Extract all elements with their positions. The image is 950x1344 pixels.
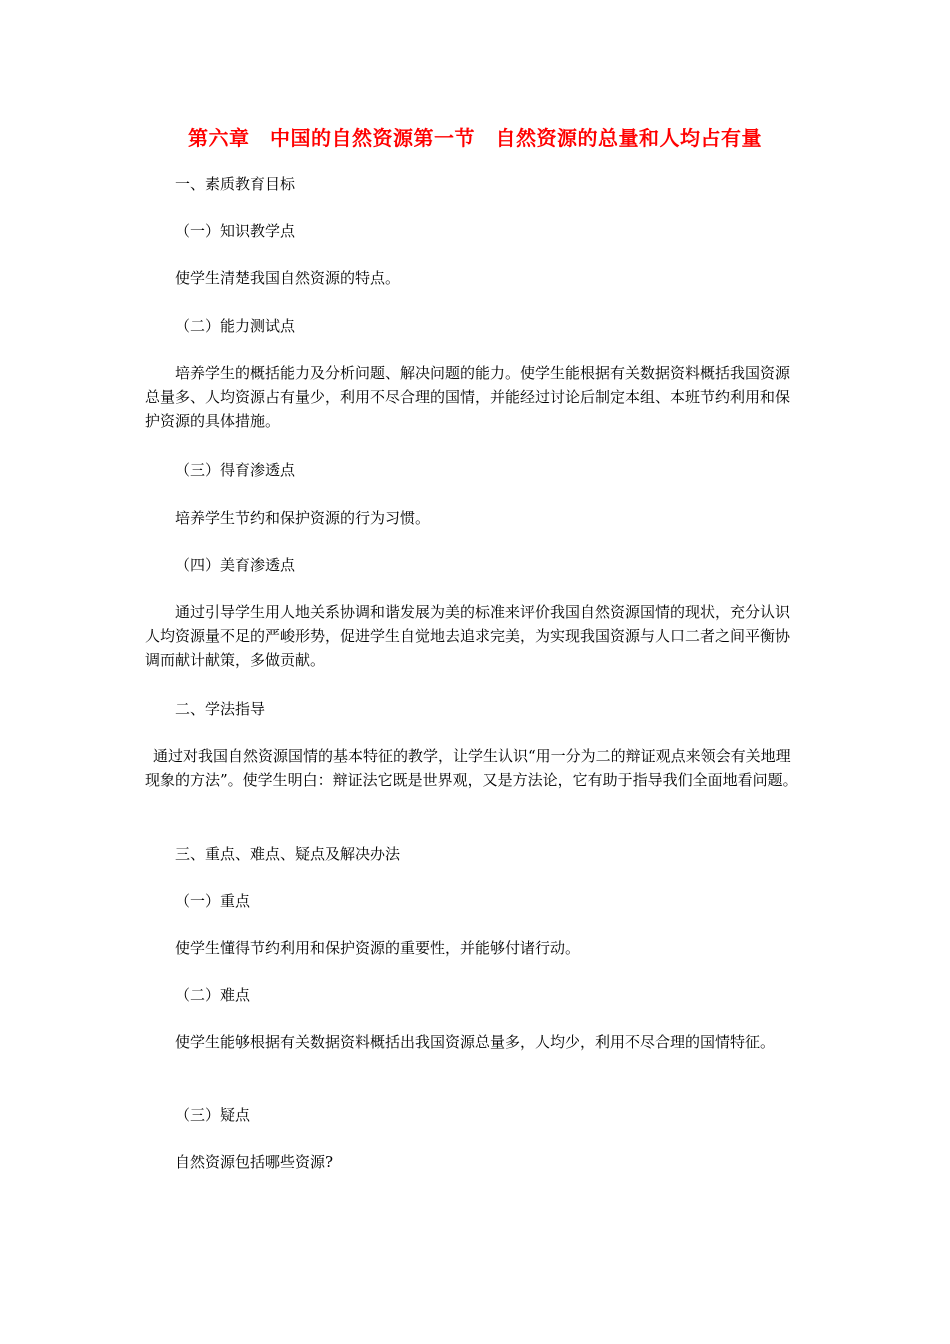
paragraph-learning-guidance: 通过对我国自然资源国情的基本特征的教学，让学生认识“用一分为二的辩证观点来领会有关地理现象的方法”。使学生明白：辩证法它既是世界观，又是方法论，它有助于指导我们全面地看问题。	[145, 747, 798, 789]
heading-quality-goals: 一、素质教育目标	[175, 175, 296, 193]
paragraph-difficult-point: 使学生能够根据有关数据资料概括出我国资源总量多，人均少，利用不尽合理的国情特征。	[175, 1033, 776, 1051]
subheading-moral-points: （三）得育渗透点	[175, 461, 296, 479]
subheading-key-point: （一）重点	[175, 892, 251, 910]
document-title: 第六章 中国的自然资源第一节 自然资源的总量和人均占有量	[188, 126, 762, 150]
heading-key-difficult-points: 三、重点、难点、疑点及解决办法	[175, 845, 401, 863]
paragraph-ability: 培养学生的概括能力及分析问题、解决问题的能力。使学生能根据有关数据资料概括我国资源总量多、人均资源占有量少，利用不尽合理的国情，并能经过讨论后制定本组、本班节约利用和保护资源的具体措施。	[145, 364, 791, 430]
paragraph-key-point: 使学生懂得节约利用和保护资源的重要性，并能够付诸行动。	[175, 939, 581, 957]
paragraph-aesthetic: 通过引导学生用人地关系协调和谐发展为美的标准来评价我国自然资源国情的现状，充分认识人均资源量不足的严峻形势，促进学生自觉地去追求完美，为实现我国资源与人口二者之间平衡协调而献计献策，多做贡献。	[145, 603, 791, 669]
subheading-ability-points: （二）能力测试点	[175, 317, 296, 335]
subheading-doubtful-point: （三）疑点	[175, 1106, 251, 1124]
subheading-difficult-point: （二）难点	[175, 986, 251, 1004]
paragraph-doubtful-point: 自然资源包括哪些资源?	[175, 1153, 334, 1171]
subheading-aesthetic-points: （四）美育渗透点	[175, 556, 296, 574]
paragraph-knowledge: 使学生清楚我国自然资源的特点。	[175, 269, 401, 287]
heading-learning-guidance: 二、学法指导	[175, 700, 266, 718]
paragraph-moral: 培养学生节约和保护资源的行为习惯。	[175, 509, 431, 527]
subheading-knowledge-points: （一）知识教学点	[175, 222, 296, 240]
